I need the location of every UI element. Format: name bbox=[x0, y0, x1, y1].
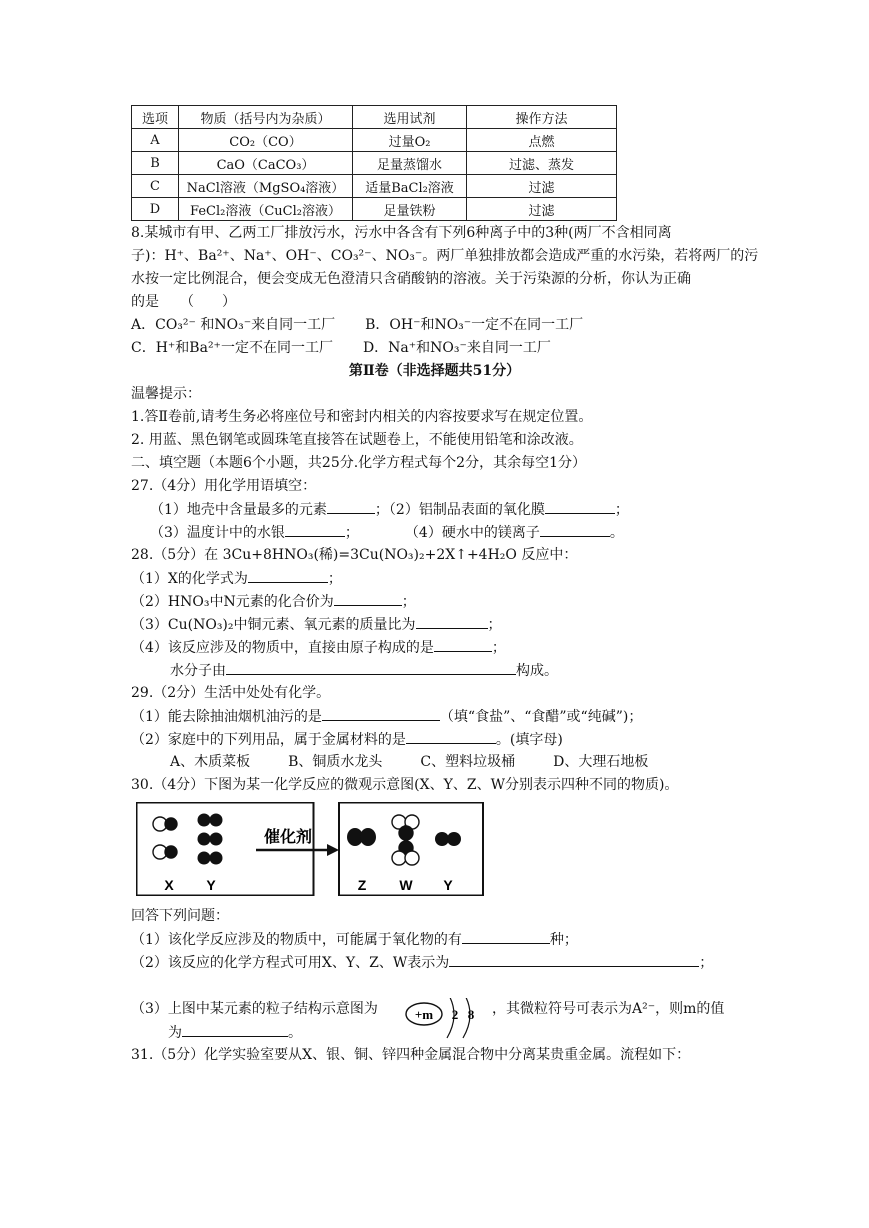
catalyst-label: 催化剂 bbox=[263, 827, 313, 846]
reaction-diagram bbox=[136, 802, 484, 896]
q29-choice-a: A、木质菜板 bbox=[170, 754, 251, 770]
part-2-title: 第Ⅱ卷（非选择题共51分） bbox=[348, 363, 521, 379]
molecule-y bbox=[198, 814, 223, 865]
q30-part-1b: 种； bbox=[549, 932, 578, 948]
table-cell: A bbox=[132, 129, 179, 152]
q29-part-2b: 。(填字母) bbox=[495, 732, 563, 748]
label-x: X bbox=[164, 877, 174, 893]
table-row bbox=[132, 129, 617, 152]
q30-part-3c: 为 bbox=[168, 1025, 182, 1041]
punctuation: ； bbox=[344, 525, 359, 541]
q29-part-1b: （填“食盐”、“食醋”或“纯碱”)； bbox=[439, 709, 643, 725]
q8-option-a: A．CO₃²⁻ 和NO₃⁻来自同一工厂 bbox=[131, 317, 336, 333]
q29-choice-c: C、塑料垃圾桶 bbox=[420, 754, 516, 770]
table-cell: NaCl溶液（MgSO₄溶液） bbox=[179, 175, 353, 198]
tip-2: 2. 用蓝、黑色钢笔或圆珠笔直接答在试题卷上，不能使用铅笔和涂改液。 bbox=[131, 432, 583, 448]
table-header-row bbox=[132, 106, 617, 129]
q8-option-b: B．OH⁻和NO₃⁻一定不在同一工厂 bbox=[365, 317, 584, 333]
table-cell: 过滤 bbox=[467, 175, 617, 198]
q30-row-2 bbox=[131, 951, 743, 974]
shell-2-electrons: 8 bbox=[467, 1007, 475, 1022]
answer-blank[interactable] bbox=[449, 951, 699, 967]
q29-row-1 bbox=[131, 705, 743, 728]
table-header: 选用试剂 bbox=[353, 106, 467, 129]
q8-option-d: D．Na⁺和NO₃⁻来自同一工厂 bbox=[362, 340, 551, 356]
answer-blank[interactable] bbox=[434, 636, 492, 652]
punctuation: ； bbox=[487, 617, 502, 633]
table-cell: D bbox=[132, 198, 179, 221]
q28-part-5a: 水分子由 bbox=[170, 663, 226, 679]
tip-1: 1.答Ⅱ卷前,请考生务必将座位号和密封内相关的内容按要求写在规定位置。 bbox=[131, 409, 593, 425]
q8-option-c: C．H⁺和Ba²⁺一定不在同一工厂 bbox=[131, 340, 333, 356]
q30-row-3a: （3）上图中某元素的粒子结构示意图为 bbox=[131, 1001, 378, 1017]
table-cell: 过滤、蒸发 bbox=[467, 152, 617, 175]
answer-blank[interactable] bbox=[545, 498, 615, 514]
table-cell: B bbox=[132, 152, 179, 175]
q27-part-1: （1）地壳中含量最多的元素 bbox=[150, 502, 327, 518]
label-w: W bbox=[399, 877, 413, 893]
molecule-z bbox=[347, 828, 376, 846]
q28-row-2 bbox=[131, 590, 743, 613]
q30-row-1 bbox=[131, 928, 743, 951]
q8-line-2: 子)：H⁺、Ba²⁺、Na⁺、OH⁻、CO₃²⁻、NO₃⁻。两厂单独排放都会造成严重的水污染，若将两厂的污 bbox=[131, 248, 759, 264]
q30-row-3b: ，其微粒符号可表示为A²⁻，则m的值 bbox=[492, 1001, 725, 1017]
table-row bbox=[132, 198, 617, 221]
table-cell: 足量蒸馏水 bbox=[353, 152, 467, 175]
table-cell: 过量O₂ bbox=[353, 129, 467, 152]
answer-blank[interactable] bbox=[285, 521, 345, 537]
q30-part-2: （2）该反应的化学方程式可用X、Y、Z、W表示为 bbox=[131, 955, 450, 971]
answer-blank[interactable] bbox=[416, 613, 488, 629]
table-cell: CaO（CaCO₃） bbox=[179, 152, 353, 175]
q27-row-2 bbox=[150, 521, 762, 544]
punctuation: ； bbox=[327, 571, 342, 587]
table-cell: 适量BaCl₂溶液 bbox=[353, 175, 467, 198]
q28-row-1 bbox=[131, 567, 743, 590]
answer-blank[interactable] bbox=[248, 567, 328, 583]
answer-blank[interactable] bbox=[226, 659, 516, 675]
q8-options-row-1 bbox=[131, 314, 743, 336]
table-header: 操作方法 bbox=[467, 106, 617, 129]
q29-choices bbox=[170, 751, 782, 773]
q30-stem: 30.（4分）下图为某一化学反应的微观示意图(X、Y、Z、W分别表示四种不同的物质)。 bbox=[131, 777, 679, 793]
punctuation: 。 bbox=[609, 525, 624, 541]
punctuation: ； bbox=[401, 594, 416, 610]
table-header: 物质（括号内为杂质） bbox=[179, 106, 353, 129]
q28-part-3: （3）Cu(NO₃)₂中铜元素、氧元素的质量比为 bbox=[131, 617, 416, 633]
tips-title: 温馨提示： bbox=[131, 386, 201, 402]
molecule-w bbox=[392, 815, 419, 865]
punctuation: ； bbox=[491, 640, 506, 656]
q29-part-1a: （1）能去除抽油烟机油污的是 bbox=[131, 709, 322, 725]
answer-blank[interactable] bbox=[406, 728, 496, 744]
q27-part-2: ；（2）铝制品表面的氧化膜 bbox=[374, 502, 545, 518]
table-cell: 点燃 bbox=[467, 129, 617, 152]
answer-blank[interactable] bbox=[334, 590, 402, 606]
table-cell: 足量铁粉 bbox=[353, 198, 467, 221]
options-table bbox=[131, 105, 617, 221]
q29-part-2a: （2）家庭中的下列用品，属于金属材料的是 bbox=[131, 732, 406, 748]
molecule-x bbox=[153, 817, 177, 859]
table-cell: C bbox=[132, 175, 179, 198]
punctuation: ； bbox=[699, 955, 714, 971]
q28-row-4 bbox=[131, 636, 743, 659]
q30-row-3c bbox=[168, 1021, 780, 1044]
table-row bbox=[132, 175, 617, 198]
q8-line-4: 的是 （ ） bbox=[131, 294, 236, 310]
q28-part-4: （4）该反应涉及的物质中，直接由原子构成的是 bbox=[131, 640, 434, 656]
q29-choice-d: D、大理石地板 bbox=[553, 754, 649, 770]
molecule-y-leftover bbox=[435, 832, 461, 846]
q8-options-row-2 bbox=[131, 337, 743, 359]
punctuation: ； bbox=[614, 502, 629, 518]
arrow-head-icon bbox=[327, 844, 339, 856]
answer-blank[interactable] bbox=[462, 928, 550, 944]
table-row bbox=[132, 152, 617, 175]
q28-row-3 bbox=[131, 613, 743, 636]
q8-line-3: 水按一定比例混合，便会变成无色澄清只含硝酸钠的溶液。关于污染源的分析，你认为正确 bbox=[131, 271, 691, 287]
label-z: Z bbox=[357, 877, 367, 893]
q28-stem: 28.（5分）在 3Cu+8HNO₃(稀)=3Cu(NO₃)₂+2X↑+4H₂O 反应中： bbox=[131, 547, 578, 563]
table-header: 选项 bbox=[132, 106, 179, 129]
q27-part-3: （3）温度计中的水银 bbox=[150, 525, 285, 541]
q8-line-1: 8.某城市有甲、乙两工厂排放污水，污水中各含有下列6种离子中的3种(两厂不含相同离 bbox=[131, 225, 672, 241]
q28-part-2: （2）HNO₃中N元素的化合价为 bbox=[131, 594, 334, 610]
q28-part-5b: 构成。 bbox=[516, 663, 558, 679]
answer-blank[interactable] bbox=[327, 498, 375, 514]
nucleus-charge: +m bbox=[414, 1007, 434, 1022]
answer-blank[interactable] bbox=[322, 705, 440, 721]
q31-stem: 31.（5分）化学实验室要从X、银、铜、锌四种金属混合物中分离某贵重金属。流程如下： bbox=[131, 1047, 691, 1063]
punctuation: 。 bbox=[288, 1025, 302, 1041]
q27-part-4: （4）硬水中的镁离子 bbox=[404, 525, 540, 541]
shell-1-electrons: 2 bbox=[451, 1007, 459, 1022]
label-y: Y bbox=[206, 877, 216, 893]
q30-part-1a: （1）该化学反应涉及的物质中，可能属于氧化物的有 bbox=[131, 932, 462, 948]
q27-row-1 bbox=[150, 498, 762, 521]
q28-part-1: （1）X的化学式为 bbox=[131, 571, 248, 587]
answer-blank[interactable] bbox=[182, 1021, 288, 1037]
q29-choice-b: B、铜质水龙头 bbox=[288, 754, 383, 770]
table-cell: 过滤 bbox=[467, 198, 617, 221]
table-cell: CO₂（CO） bbox=[179, 129, 353, 152]
q27-stem: 27.（4分）用化学用语填空： bbox=[131, 478, 317, 494]
table-cell: FeCl₂溶液（CuCl₂溶液） bbox=[179, 198, 353, 221]
q29-stem: 29.（2分）生活中处处有化学。 bbox=[131, 685, 331, 701]
q30-answer-intro: 回答下列问题： bbox=[131, 908, 229, 924]
answer-blank[interactable] bbox=[540, 521, 610, 537]
q28-row-5 bbox=[170, 659, 782, 682]
label-y: Y bbox=[443, 877, 453, 893]
section-2-heading: 二、填空题（本题6个小题，共25分.化学方程式每个2分，其余每空1分） bbox=[131, 455, 586, 471]
q29-row-2 bbox=[131, 728, 743, 751]
